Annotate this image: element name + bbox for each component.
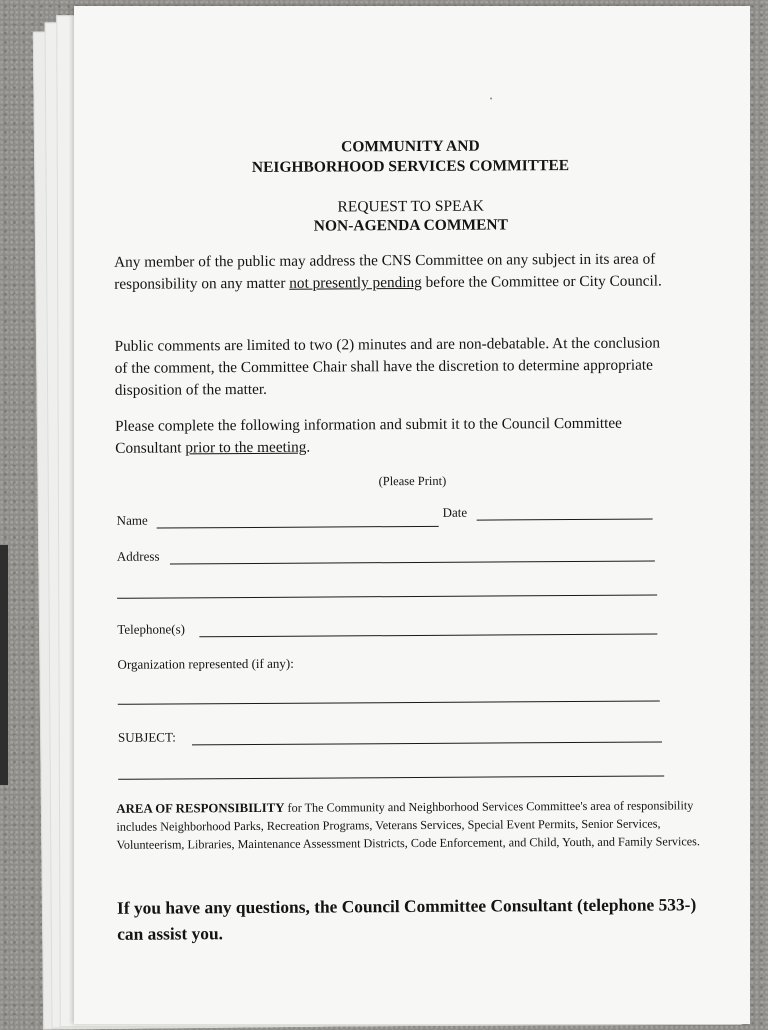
intro-paragraph [114,248,674,295]
table-object-edge [0,545,8,785]
committee-title-line1: COMMUNITY AND [341,137,480,156]
form-page [74,6,750,1024]
address-label: Address [116,548,160,564]
date-field[interactable] [477,519,653,521]
instructions-underlined: prior to the meeting [185,438,307,457]
organization-field[interactable] [118,700,660,704]
area-of-responsibility [116,796,716,854]
intro-underlined: not presently pending [289,273,422,292]
paper-speck [490,98,492,100]
subject-field-line1[interactable] [192,741,662,745]
address-field-line2[interactable] [117,595,657,599]
intro-text-a: Any member of the public may address the CNS Committee on any subject in its area of responsibility on any matter [114,250,656,293]
contact-footer: If you have any questions, the Council Committee Consultant (telephone 533-) can assist you. [116,894,697,944]
date-label: Date [442,504,468,520]
telephone-label: Telephone(s) [117,621,186,637]
name-label: Name [116,512,148,528]
form-subtitle: NON-AGENDA COMMENT [313,216,508,235]
area-text: for The Community and Neighborhood Services Committee's area of responsibility includes Neighborhood Parks, Recreation Programs, Veterans Services, Special Event Permits, Senior Services, Volunteerism, Libraries, Maintenance Assessment Districts, Code Enforcement, and Child, Youth, and Family Services. [116,798,700,852]
intro-text-b: before the Committee or City Council. [421,272,662,291]
organization-label: Organization represented (if any): [117,655,294,672]
time-limit-paragraph: Public comments are limited to two (2) minutes and are non-debatable. At the conclusion of the comment, the Committee Chair shall have the discretion to determine appropriate disposition of the matter. [114,334,661,399]
committee-title-line2: NEIGHBORHOOD SERVICES COMMITTEE [251,157,570,176]
subject-label: SUBJECT: [117,729,176,745]
subject-field-line2[interactable] [118,775,664,779]
please-print-note: (Please Print) [378,473,447,489]
address-field-line1[interactable] [170,561,655,565]
telephone-field[interactable] [199,634,657,638]
instructions-text-b: . [306,438,311,456]
form-title: REQUEST TO SPEAK [337,197,484,216]
instructions-text-a: Please complete the following information and submit it to the Council Committee Consultant [115,414,622,457]
area-heading: AREA OF RESPONSIBILITY [116,800,285,816]
name-field[interactable] [157,526,439,529]
instructions-paragraph [115,412,675,459]
